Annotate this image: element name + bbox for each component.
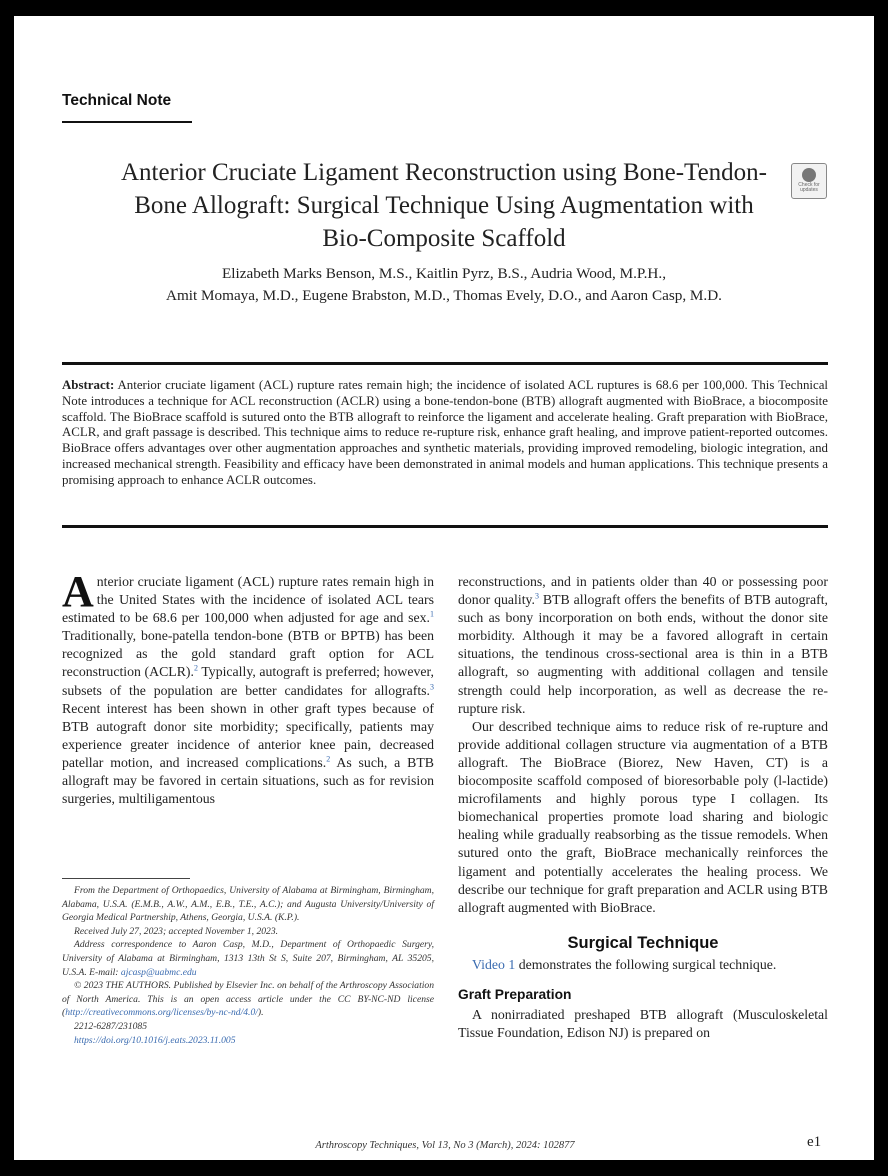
authors-line-2: Amit Momaya, M.D., Eugene Brabston, M.D., Thomas Evely, D.O., and Aaron Casp, M.D.: [166, 287, 722, 304]
left-column: [62, 567, 434, 808]
journal-footer: Arthroscopy Techniques, Vol 13, No 3 (March), 2024: 102877: [315, 1140, 575, 1151]
abstract-label: Abstract:: [62, 378, 115, 392]
citation-ref[interactable]: 2: [326, 754, 331, 764]
email-link[interactable]: ajcasp@uabmc.edu: [120, 966, 197, 978]
text-run: As such, a BTB allograft may be favored in certain situations, such as for revision surgeries, multiligamentous: [62, 754, 434, 807]
page-number: e1: [807, 1134, 822, 1150]
drop-cap: A: [62, 567, 94, 616]
crossmark-icon: [802, 168, 816, 182]
text-run: nterior cruciate ligament (ACL) rupture rates remain high in the United States with the incidence of isolated ACL tears estimated to be 68.6 per 100,000 when adjusted for age and sex.: [62, 574, 434, 626]
text-run: ).: [257, 1007, 264, 1019]
article-title: Anterior Cruciate Ligament Reconstruction using Bone-Tendon-Bone Allograft: Surgical Technique Using Augmentation with Bio-Composite Scaffold: [121, 159, 767, 252]
text-run: demonstrates the following surgical technique.: [515, 956, 777, 972]
affiliation-note: From the Department of Orthopaedics, University of Alabama at Birmingham, Birmingham, Alabama, U.S.A. (E.M.B., A.W., A.M., E.B., T.E., A.C.); and Augusta University/University of Georgia Medical Partnership, Athens, Georgia, U.S.A. (K.P.).: [62, 885, 434, 924]
text-run: Recent interest has been shown in other graft types because of BTB autograft donor site morbidity; specifically, patients may experience greater incidence of anterior knee pain, decreased patellar motion, and increased complications.: [62, 700, 434, 770]
text-run: Address correspondence to Aaron Casp, M.D., Department of Orthopaedic Surgery, University of Alabama at Birmingham, 1313 13th St S, Suite 207, Birmingham, AL 35205, U.S.A. E-mail:: [62, 939, 434, 978]
section-label: Technical Note: [62, 92, 172, 109]
text-run: reconstructions, and in patients older than 40 or possessing poor donor quality.: [458, 574, 828, 608]
issn-note: 2212-6287/231085: [74, 1020, 148, 1032]
citation-ref[interactable]: 2: [193, 663, 198, 673]
video-link[interactable]: Video 1: [472, 956, 516, 972]
abstract-bottom-rule: [62, 525, 828, 528]
right-column: [458, 573, 828, 1042]
section-rule: [62, 121, 192, 123]
abstract-text: Anterior cruciate ligament (ACL) rupture rates remain high; the incidence of isolated ACL ruptures is 68.6 per 100,000. This Technical Note introduces a technique for ACL reconstruction (ACLR) using a bone-tendon-bone (BTB) allograft augmented with BioBrace, a biocomposite scaffold. The BioBrace scaffold is sutured onto the BTB allograft to reinforce the ligament and accelerate healing. Graft preparation with BioBrace, ACLR, and graft passage is described. This technique aims to reduce re-rupture risk, enhance graft healing, and improve patient-reported outcomes. BioBrace offers advantages over other augmentation approaches and synthetic materials, providing improved remodeling, biologic integration, and increased mechanical strength. Feasibility and efficacy have been demonstrated in animal models and human applications. This technique presents a promising approach to enhance ACLR outcomes.: [62, 378, 828, 487]
badge-text: Check for updates: [798, 182, 820, 193]
license-link[interactable]: http://creativecommons.org/licenses/by-nc-nd/4.0/: [65, 1007, 258, 1019]
abstract-top-rule: [62, 362, 828, 365]
heading-graft-preparation: Graft Preparation: [458, 986, 572, 1002]
citation-ref[interactable]: 3: [430, 681, 434, 691]
heading-surgical-technique: Surgical Technique: [567, 933, 719, 952]
received-note: Received July 27, 2023; accepted November 1, 2023.: [74, 925, 279, 937]
text-run: Typically, autograft is preferred; however, subsets of the population are better candidates for allografts.: [62, 664, 434, 698]
authors: [74, 263, 814, 307]
copyright-note: [62, 979, 434, 1020]
correspondence-note: [62, 938, 434, 979]
paragraph: Our described technique aims to reduce risk of re-rupture and provide additional collagen structure via augmentation of a BTB allograft. The BioBrace (Biorez, New Haven, CT) is a biocomposite scaffold composed of bioresorbable poly (l-lactide) microfilaments and highly porous type I collagen. Its biomechanical properties promote load sharing and biologic healing while gradually reabsorbing as the tissue remodels. When sutured onto the graft, BioBrace mechanically reinforces the ligament and potentially accelerates the healing process. We describe our technique for graft preparation and ACLR using BTB allograft augmented with BioBrace.: [458, 718, 828, 915]
text-run: BTB allograft offers the benefits of BTB autograft, such as bony incorporation on both ends, without the donor site morbidity. Although it may be a favored allograft in certain situations, the tendinous cross-sectional area is thin in a BTB allograft, so augmenting with additional collagen and tensile strength could help incorporation, as well as decrease the re-rupture risk.: [458, 592, 829, 716]
paragraph: [458, 573, 828, 718]
doi-link[interactable]: https://doi.org/10.1016/j.eats.2023.11.005: [74, 1034, 236, 1046]
footnote-rule: [62, 878, 190, 879]
citation-ref[interactable]: 3: [535, 591, 539, 601]
paragraph: [458, 956, 828, 974]
text-run: Traditionally, bone-patella tendon-bone (BTB or BPTB) has been recognized as the gold standard graft option for ACL reconstruction (ACLR).: [62, 628, 434, 680]
doi-note: [62, 1034, 434, 1048]
citation-ref[interactable]: 1: [430, 609, 434, 619]
intro-paragraph: [62, 567, 434, 808]
abstract: [62, 378, 828, 489]
page: [14, 16, 874, 1160]
check-for-updates-badge[interactable]: [791, 163, 827, 199]
footnotes: [62, 884, 434, 1047]
paragraph: A nonirradiated preshaped BTB allograft (Musculoskeletal Tissue Foundation, Edison NJ) is prepared on: [458, 1007, 828, 1041]
authors-line-1: Elizabeth Marks Benson, M.S., Kaitlin Pyrz, B.S., Audria Wood, M.P.H.,: [222, 265, 666, 282]
text-run: © 2023 THE AUTHORS. Published by Elsevier Inc. on behalf of the Arthroscopy Association of North America. This is an open access article under the CC BY-NC-ND license (: [62, 980, 434, 1019]
